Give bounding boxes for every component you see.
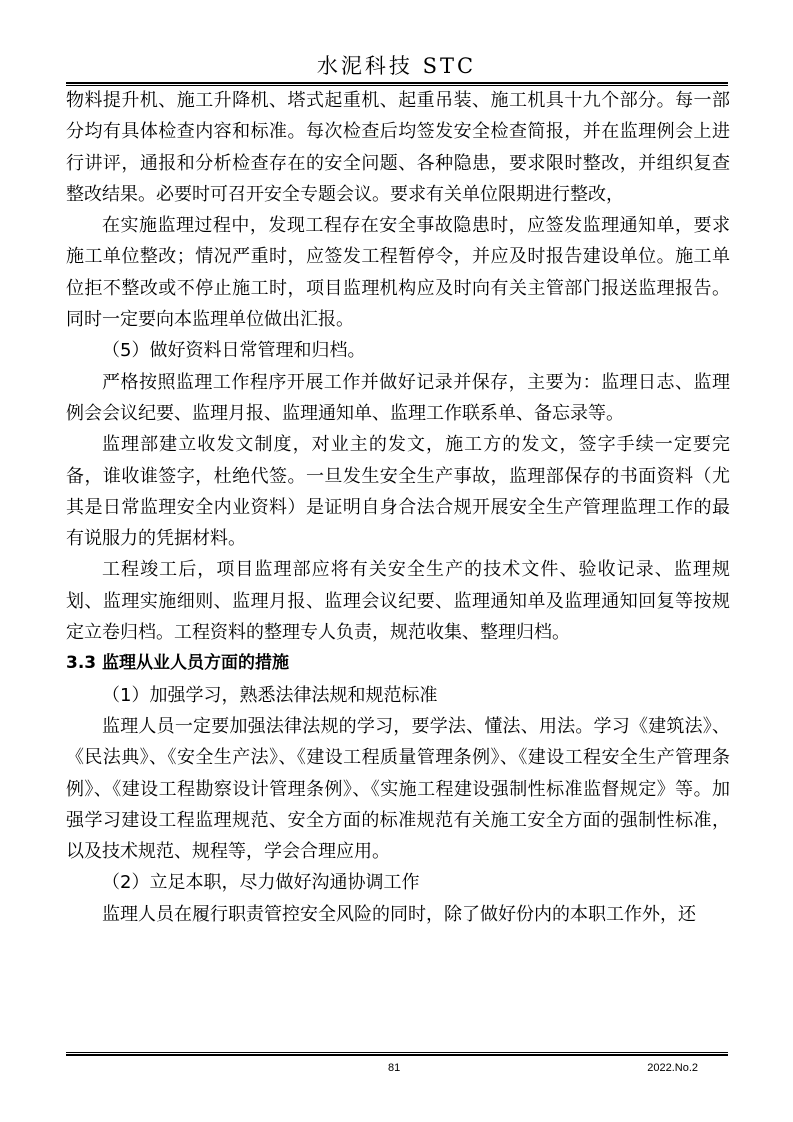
paragraph-continued: 物料提升机、施工升降机、塔式起重机、起重吊装、施工机具十九个部分。每一部分均有具体检查内容和标准。每次检查后均签发安全检查简报，并在监理例会上进行讲评，通报和分析检查存在的安全问题、各种隐患，要求限时整改，并组织复查整改结果。必要时可召开安全专题会议。要求有关单位限期进行整改， bbox=[66, 90, 730, 205]
subsection-item-2: （2）立足本职，尽力做好沟通协调工作 bbox=[102, 872, 420, 894]
subsection-item-5: （5）做好资料日常管理和归档。 bbox=[102, 340, 366, 362]
subsection-item-1: （1）加强学习，熟悉法律法规和规范标准 bbox=[102, 684, 438, 706]
paragraph-records: 严格按照监理工作程序开展工作并做好记录并保存，主要为：监理日志、监理例会会议纪要、监理月报、监理通知单、监理工作联系单、备忘录等。 bbox=[66, 371, 730, 424]
issue-label: 2022.No.2 bbox=[647, 1062, 698, 1074]
paragraph-hazard-handling: 在实施监理过程中，发现工程存在安全事故隐患时，应签发监理通知单，要求施工单位整改；情况严重时，应签发工程暂停令，并应及时报告建设单位。施工单位拒不整改或不停止施工时，项目监理机构应及时向有关主管部门报送监理报告。同时一定要向本监理单位做出汇报。 bbox=[66, 215, 730, 331]
journal-title: 水泥科技 STC bbox=[316, 54, 477, 78]
article-body bbox=[66, 85, 730, 930]
section-heading-3-3: 3.3 监理从业人员方面的措施 bbox=[66, 653, 290, 674]
paragraph-law-study: 监理人员一定要加强法律法规的学习，要学法、懂法、用法。学习《建筑法》、《民法典》、《安全生产法》、《建设工程质量管理条例》、《建设工程安全生产管理条例》、《建设工程勘察设计管理条例》、《实施工程建设强制性标准监督规定》等。加强学习建设工程监理规范、安全方面的标准规范有关施工安全方面的强制性标准，以及技术规范、规程等，学会合理应用。 bbox=[66, 715, 730, 863]
page-number: 81 bbox=[388, 1062, 401, 1074]
footer-rule bbox=[66, 1052, 728, 1056]
paragraph-archiving: 工程竣工后，项目监理部应将有关安全生产的技术文件、验收记录、监理规划、监理实施细则、监理月报、监理会议纪要、监理通知单及监理通知回复等按规定立卷归档。工程资料的整理专人负责，规范收集、整理归档。 bbox=[66, 559, 730, 644]
paragraph-duties: 监理人员在履行职责管控安全风险的同时，除了做好份内的本职工作外，还 bbox=[102, 903, 696, 925]
paragraph-document-system: 监理部建立收发文制度，对业主的发文，施工方的发文，签字手续一定要完备，谁收谁签字，杜绝代签。一旦发生安全生产事故，监理部保存的书面资料（尤其是日常监理安全内业资料）是证明自身合法合规开展安全生产管理监理工作的最有说服力的凭据材料。 bbox=[66, 434, 730, 550]
